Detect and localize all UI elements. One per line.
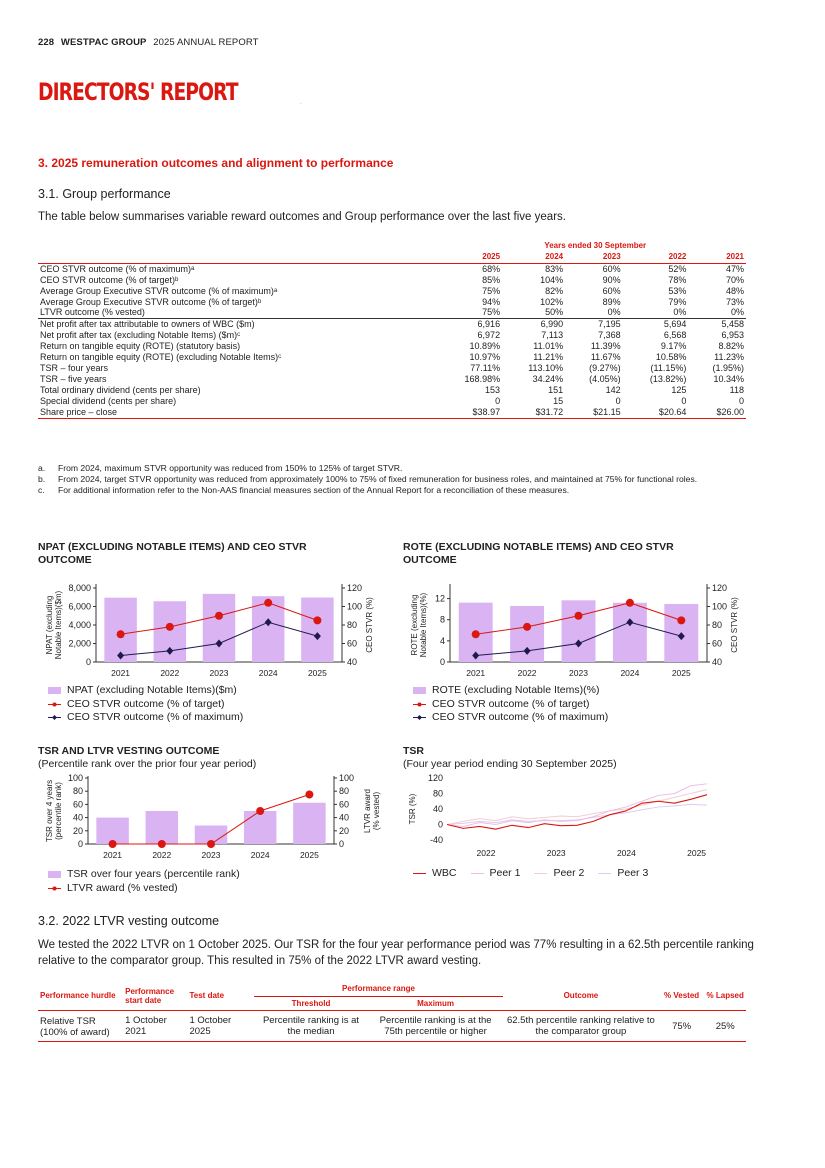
row-label: Return on tangible equity (ROTE) (excluding Notable Items)ᶜ <box>40 352 282 363</box>
cell-value: 11.67% <box>590 352 621 363</box>
year-header: 2021 <box>688 252 746 263</box>
decorative-dot: . <box>300 100 302 106</box>
y2-tick-label: 40 <box>339 812 350 823</box>
chart-title: ROTE (EXCLUDING NOTABLE ITEMS) AND CEO STVR OUTCOME <box>403 541 674 566</box>
y2-tick-label: 80 <box>347 620 358 630</box>
row-label: TSR – five years <box>40 373 107 384</box>
cell-value: $20.64 <box>623 407 689 418</box>
y-axis-label <box>45 590 63 659</box>
row-label: TSR – four years <box>40 362 109 373</box>
y2-axis-label <box>365 597 374 653</box>
legend-label: Peer 1 <box>489 867 521 879</box>
year-header: 2025 <box>438 252 502 263</box>
y-tick-label: 0 <box>77 839 83 849</box>
cell-value: 10.89% <box>469 341 501 352</box>
table-group-header <box>38 241 746 252</box>
legend-label: CEO STVR outcome (% of maximum) <box>432 711 609 723</box>
cell-value: 34.24% <box>532 373 564 384</box>
col-header: Performance range <box>254 982 503 996</box>
row-label: Share price – close <box>38 407 438 418</box>
npat-chart <box>38 578 383 680</box>
legend-swatch <box>48 701 61 708</box>
cell-test: 1 October 2025 <box>187 1011 253 1042</box>
x-tick-label: 2024 <box>616 848 636 858</box>
rote-chart <box>403 578 748 680</box>
cell-value: $21.15 <box>565 407 623 418</box>
x-tick-label: 2022 <box>160 668 180 678</box>
series-point <box>677 616 685 624</box>
legend-label: NPAT (excluding Notable Items)($m) <box>67 684 237 696</box>
chart-subtitle: (Percentile rank over the prior four year period) <box>38 758 257 770</box>
series-point <box>158 840 166 848</box>
cell-value: 60% <box>602 263 621 274</box>
cell-value: 102% <box>540 296 564 307</box>
y-axis-label <box>410 592 428 657</box>
cell-value: 94% <box>482 296 501 307</box>
footnote-text: From 2024, target STVR opportunity was reduced from approximately 100% to 75% of fixed remuneration for business roles, and maintained at 75% for functional roles. <box>58 474 698 484</box>
series-line <box>447 804 707 824</box>
legend-label: TSR over four years (percentile rank) <box>67 868 240 880</box>
cell-value: 48% <box>725 285 744 296</box>
legend-label: Peer 3 <box>617 867 649 879</box>
y-tick-label: 4,000 <box>68 620 91 630</box>
x-tick-label: 2023 <box>201 850 221 860</box>
cell-value: 6,972 <box>477 330 501 341</box>
cell-value: $38.97 <box>438 407 502 418</box>
cell-value: 10.58% <box>655 352 687 363</box>
x-tick-label: 2021 <box>103 850 123 860</box>
section-heading: 3. 2025 remuneration outcomes and alignment to performance <box>38 156 394 170</box>
chart-title: NPAT (EXCLUDING NOTABLE ITEMS) AND CEO STVR OUTCOME <box>38 541 307 566</box>
y2-tick-label: 60 <box>339 799 350 810</box>
cell-value: 151 <box>548 384 564 395</box>
legend-swatch <box>48 714 61 721</box>
legend-item <box>598 867 648 881</box>
cell-value: (13.82%) <box>649 373 687 384</box>
cell-value: 75% <box>482 307 501 318</box>
org-name: WESTPAC GROUP <box>60 37 147 48</box>
cell-value: 0% <box>730 307 744 318</box>
y2-tick-label: 80 <box>712 620 723 630</box>
y2-tick-label: 120 <box>712 583 728 593</box>
cell-value: 0% <box>607 307 621 318</box>
bar <box>293 803 325 844</box>
cell-vested: 75% <box>659 1011 705 1042</box>
cell-value: 79% <box>668 296 687 307</box>
legend-item <box>413 867 457 881</box>
cell-value: 142 <box>605 384 621 395</box>
table-row <box>38 330 746 341</box>
table-row <box>38 1011 746 1042</box>
x-tick-label: 2022 <box>152 850 172 860</box>
footnote-key: b. <box>38 474 46 484</box>
cell-value: 5,458 <box>688 319 746 330</box>
footnote-text: From 2024, maximum STVR opportunity was reduced from 150% to 125% of target STVR. <box>58 463 403 473</box>
y-axis-label-line: Notable Items)(%) <box>419 592 428 658</box>
legend-swatch <box>471 870 484 877</box>
legend-swatch <box>48 871 61 878</box>
row-label: Return on tangible equity (ROTE) (statutory basis) <box>40 341 241 352</box>
cell-lapsed: 25% <box>704 1011 746 1042</box>
series-line <box>447 795 707 829</box>
legend-label: LTVR award (% vested) <box>67 881 178 894</box>
y2-tick-label: 80 <box>339 786 350 797</box>
table-header-row <box>38 982 746 996</box>
y2-axis-label-line: LTVR award <box>363 789 372 833</box>
legend-label: CEO STVR outcome (% of target) <box>67 697 225 710</box>
cell-value: 104% <box>540 274 564 285</box>
series-point <box>109 840 117 848</box>
cell-value: 118 <box>729 384 744 395</box>
y-axis-label-line: ROTE (excluding <box>410 594 419 656</box>
table-row <box>38 319 746 330</box>
y-axis-label-line: Notable Items)($m) <box>54 590 63 660</box>
cell-value: 7,113 <box>541 330 564 341</box>
y2-axis-label <box>730 597 739 653</box>
y-axis-label-line: (percentile rank) <box>54 782 63 840</box>
cell-value: 11.39% <box>590 341 621 352</box>
cell-threshold: Percentile ranking is at the median <box>254 1011 368 1042</box>
y-tick-label: 60 <box>72 799 83 810</box>
cell-value: 8.82% <box>718 341 744 352</box>
y2-tick-label: 60 <box>347 638 358 649</box>
bar <box>301 598 333 662</box>
y2-tick-label: 100 <box>339 773 355 783</box>
legend-swatch <box>413 687 426 694</box>
y2-tick-label: 20 <box>339 825 350 836</box>
cell-value: 11.21% <box>533 352 564 363</box>
cell-value: 11.23% <box>714 352 744 363</box>
cell-value: 7,368 <box>598 330 621 341</box>
page-number: 228 <box>38 37 55 48</box>
y2-tick-label: 60 <box>712 638 723 649</box>
bar <box>146 811 178 844</box>
y-tick-label: 6,000 <box>68 601 91 612</box>
cell-value: 50% <box>545 307 564 318</box>
chart-legend <box>48 684 243 725</box>
ltvr-vesting-table <box>38 982 746 1042</box>
y-axis-label-line: TSR over 4 years <box>45 779 54 843</box>
legend-item <box>471 867 521 881</box>
cell-outcome: 62.5th percentile ranking relative to the comparator group <box>503 1011 659 1042</box>
cell-value: 68% <box>482 263 501 274</box>
legend-item <box>413 684 608 698</box>
x-tick-label: 2022 <box>476 848 496 858</box>
y2-tick-label: 40 <box>712 657 723 667</box>
chart-title: TSR <box>403 745 424 757</box>
table-row <box>38 385 746 396</box>
legend-item <box>48 698 243 712</box>
y-tick-label: 0 <box>439 657 445 667</box>
bar <box>613 603 647 662</box>
legend-item <box>413 698 608 712</box>
footnotes <box>38 463 750 496</box>
cell-value: (9.27%) <box>589 362 621 373</box>
y-tick-label: 120 <box>427 773 443 783</box>
cell-value: 53% <box>668 285 687 296</box>
cell-value: $31.72 <box>502 407 565 418</box>
footnote-key: a. <box>38 463 46 473</box>
row-label: Net profit after tax attributable to owners of WBC ($m) <box>38 319 438 330</box>
y-tick-label: 2,000 <box>68 638 91 649</box>
series-point <box>626 599 634 607</box>
cell-value: 11.01% <box>533 341 564 352</box>
cell-value: 153 <box>485 384 501 395</box>
year-header: 2023 <box>565 252 623 263</box>
legend-label: CEO STVR outcome (% of maximum) <box>67 711 244 723</box>
cell-value: 6,990 <box>502 319 565 330</box>
footnote <box>38 485 750 496</box>
table-row <box>38 275 746 286</box>
y-tick-label: 8 <box>439 614 445 625</box>
y2-tick-label: 100 <box>347 601 363 612</box>
cell-value: 85% <box>482 274 501 285</box>
cell-value: 0 <box>495 395 501 406</box>
years-group-label: Years ended 30 September <box>544 241 647 250</box>
y-tick-label: 12 <box>434 593 445 604</box>
x-tick-label: 2025 <box>307 668 327 678</box>
chart-legend <box>413 684 608 725</box>
cell-value: 47% <box>725 263 744 274</box>
cell-value: 6,568 <box>663 330 687 341</box>
cell-value: 52% <box>668 263 687 274</box>
table-row <box>38 263 746 274</box>
bar <box>203 594 235 662</box>
legend-item <box>413 711 608 725</box>
cell-value: 10.34% <box>713 373 744 384</box>
cell-value: 7,195 <box>565 319 623 330</box>
cell-maximum: Percentile ranking is at the 75th percentile or higher <box>368 1011 503 1042</box>
legend-label: WBC <box>432 867 457 879</box>
legend-item <box>48 868 240 882</box>
x-tick-label: 2021 <box>466 668 486 678</box>
cell-value: (1.95%) <box>712 362 744 373</box>
legend-swatch <box>413 870 426 877</box>
y2-tick-label: 100 <box>712 601 728 612</box>
x-tick-label: 2024 <box>258 668 278 678</box>
footnote-text: For additional information refer to the Non-AAS financial measures section of the Annual Report for a reconciliation of these measures. <box>58 485 570 495</box>
cell-value: 6,953 <box>721 330 744 341</box>
table-row <box>38 396 746 407</box>
legend-swatch <box>598 870 611 877</box>
y-tick-label: 4 <box>439 635 445 646</box>
table-row <box>38 341 746 352</box>
row-label: LTVR outcome (% vested) <box>40 307 145 318</box>
subsection-heading: 3.2. 2022 LTVR vesting outcome <box>38 914 220 928</box>
legend-label: CEO STVR outcome (% of target) <box>432 697 590 710</box>
cell-value: 70% <box>725 274 744 285</box>
table-header-row <box>38 252 746 263</box>
cell-value: 6,916 <box>438 319 502 330</box>
row-label: Net profit after tax (excluding Notable Items) ($m)ᶜ <box>40 330 241 341</box>
y-tick-label: 0 <box>437 819 443 830</box>
bar <box>244 811 276 844</box>
series-point <box>215 612 223 620</box>
x-tick-label: 2024 <box>620 668 640 678</box>
footnote <box>38 463 750 474</box>
year-header: 2022 <box>623 252 689 263</box>
col-header: Performance start date <box>123 982 187 1011</box>
subsection-heading: 3.1. Group performance <box>38 187 171 201</box>
series-line <box>447 790 707 825</box>
x-tick-label: 2023 <box>546 848 566 858</box>
col-header: % Lapsed <box>704 982 746 1011</box>
cell-value: 73% <box>725 296 744 307</box>
row-label: CEO STVR outcome (% of maximum)ᵃ <box>40 263 195 274</box>
legend-label: Peer 2 <box>553 867 585 879</box>
legend-swatch <box>48 885 61 892</box>
y-tick-label: 80 <box>72 786 83 797</box>
series-point <box>305 791 313 799</box>
y2-tick-label: 120 <box>347 583 363 593</box>
chart-title: TSR AND LTVR VESTING OUTCOME <box>38 745 220 757</box>
col-header: Threshold <box>254 996 368 1011</box>
x-tick-label: 2021 <box>111 668 131 678</box>
legend-item <box>48 882 240 896</box>
cell-value: 10.97% <box>469 352 501 363</box>
cell-value: 125 <box>671 384 687 395</box>
cell-value: 168.98% <box>464 373 501 384</box>
cell-value: (11.15%) <box>650 362 687 373</box>
chart-subtitle: (Four year period ending 30 September 2025) <box>403 758 617 770</box>
legend-label: ROTE (excluding Notable Items)(%) <box>432 684 600 696</box>
y-tick-label: 8,000 <box>68 583 91 593</box>
y2-axis-label-line: CEO STVR (%) <box>730 597 739 653</box>
series-point <box>575 612 583 620</box>
legend-swatch <box>48 687 61 694</box>
row-label: Total ordinary dividend (cents per share) <box>40 384 201 395</box>
table-row <box>38 352 746 363</box>
chart-legend <box>413 867 648 881</box>
tsr-ltvr-chart <box>38 772 383 864</box>
series-point <box>256 807 264 815</box>
y-axis-label <box>45 780 63 842</box>
legend-swatch <box>413 714 426 721</box>
col-header: Outcome <box>503 982 659 1011</box>
cell-value: 0 <box>738 395 744 406</box>
intro-paragraph: The table below summarises variable reward outcomes and Group performance over the last five years. <box>38 211 566 223</box>
ltvr-paragraph: We tested the 2022 LTVR on 1 October 2025. Our TSR for the four year performance period was 77% resulting in a 62.5th percentile ranking relative to the comparator group. This resulted in 75% of the 2022 LTVR award vesting. <box>38 939 754 967</box>
y2-tick-label: 0 <box>339 839 345 849</box>
series-point <box>166 623 174 631</box>
y-tick-label: 40 <box>72 812 83 823</box>
col-header: % Vested <box>659 982 705 1011</box>
row-label: Average Group Executive STVR outcome (% of target)ᵇ <box>40 296 262 307</box>
tsr-line-chart <box>403 772 748 862</box>
cell-value: 90% <box>602 274 621 285</box>
col-header: Performance hurdle <box>38 982 123 1011</box>
y2-axis-label-line: (% vested) <box>372 791 381 831</box>
legend-item <box>534 867 584 881</box>
table-row <box>38 374 746 385</box>
cell-value: $26.00 <box>688 407 746 418</box>
series-point <box>472 630 480 638</box>
y-axis-label-line: NPAT (excluding <box>45 595 54 655</box>
legend-item <box>48 684 243 698</box>
x-tick-label: 2023 <box>569 668 588 678</box>
series-point <box>264 599 272 607</box>
col-header: Test date <box>187 982 253 1011</box>
table-row <box>38 307 746 318</box>
y-tick-label: -40 <box>429 835 443 845</box>
row-label: CEO STVR outcome (% of target)ᵇ <box>40 274 179 285</box>
series-point <box>207 840 215 848</box>
page-title: DIRECTORS' REPORT <box>38 78 238 106</box>
cell-value: 89% <box>602 296 621 307</box>
cell-value: 60% <box>602 285 621 296</box>
table-row <box>38 286 746 297</box>
footnote-key: c. <box>38 485 45 495</box>
cell-value: 15 <box>553 395 564 406</box>
y-tick-label: 0 <box>85 657 91 667</box>
row-label: Special dividend (cents per share) <box>40 395 177 406</box>
x-tick-label: 2025 <box>671 668 691 678</box>
y2-axis-label <box>363 789 381 833</box>
cell-value: 83% <box>545 263 564 274</box>
bar <box>562 600 596 662</box>
cell-value: 82% <box>545 285 564 296</box>
footnote <box>38 474 750 485</box>
cell-value: 78% <box>668 274 687 285</box>
legend-swatch <box>534 870 547 877</box>
performance-table <box>38 241 746 419</box>
series-point <box>313 616 321 624</box>
y-tick-label: 20 <box>72 825 83 836</box>
report-name: 2025 ANNUAL REPORT <box>153 37 259 48</box>
x-tick-label: 2023 <box>209 668 229 678</box>
y2-axis-label-line: CEO STVR (%) <box>365 597 374 653</box>
legend-item <box>48 711 243 725</box>
y-tick-label: 80 <box>432 788 443 799</box>
x-tick-label: 2024 <box>250 850 270 860</box>
y-axis-label: TSR (%) <box>408 793 417 825</box>
legend-swatch <box>413 701 426 708</box>
cell-value: 0 <box>681 395 687 406</box>
cell-value: 5,694 <box>623 319 689 330</box>
table-row <box>38 297 746 308</box>
cell-start: 1 October 2021 <box>123 1011 187 1042</box>
row-label: Average Group Executive STVR outcome (% of maximum)ᵃ <box>40 285 278 296</box>
cell-value: 0% <box>673 307 687 318</box>
col-header: Maximum <box>368 996 503 1011</box>
cell-value: 113.10% <box>528 362 564 373</box>
year-header: 2024 <box>502 252 565 263</box>
cell-value: 77.11% <box>470 362 501 373</box>
cell-value: 75% <box>482 285 501 296</box>
chart-legend <box>48 868 240 895</box>
table-row <box>38 407 746 418</box>
series-point <box>523 623 531 631</box>
y-tick-label: 40 <box>432 804 443 814</box>
series-point <box>117 630 125 638</box>
page-header <box>38 37 259 48</box>
cell-value: 9.17% <box>660 341 687 352</box>
table-row <box>38 363 746 374</box>
y-tick-label: 100 <box>67 773 83 783</box>
cell-value: 0 <box>615 395 621 406</box>
cell-hurdle: Relative TSR (100% of award) <box>38 1011 123 1042</box>
y2-tick-label: 40 <box>347 657 358 667</box>
x-tick-label: 2022 <box>517 668 537 678</box>
cell-value: (4.05%) <box>589 373 621 384</box>
x-tick-label: 2025 <box>299 850 319 860</box>
x-tick-label: 2025 <box>687 848 707 858</box>
